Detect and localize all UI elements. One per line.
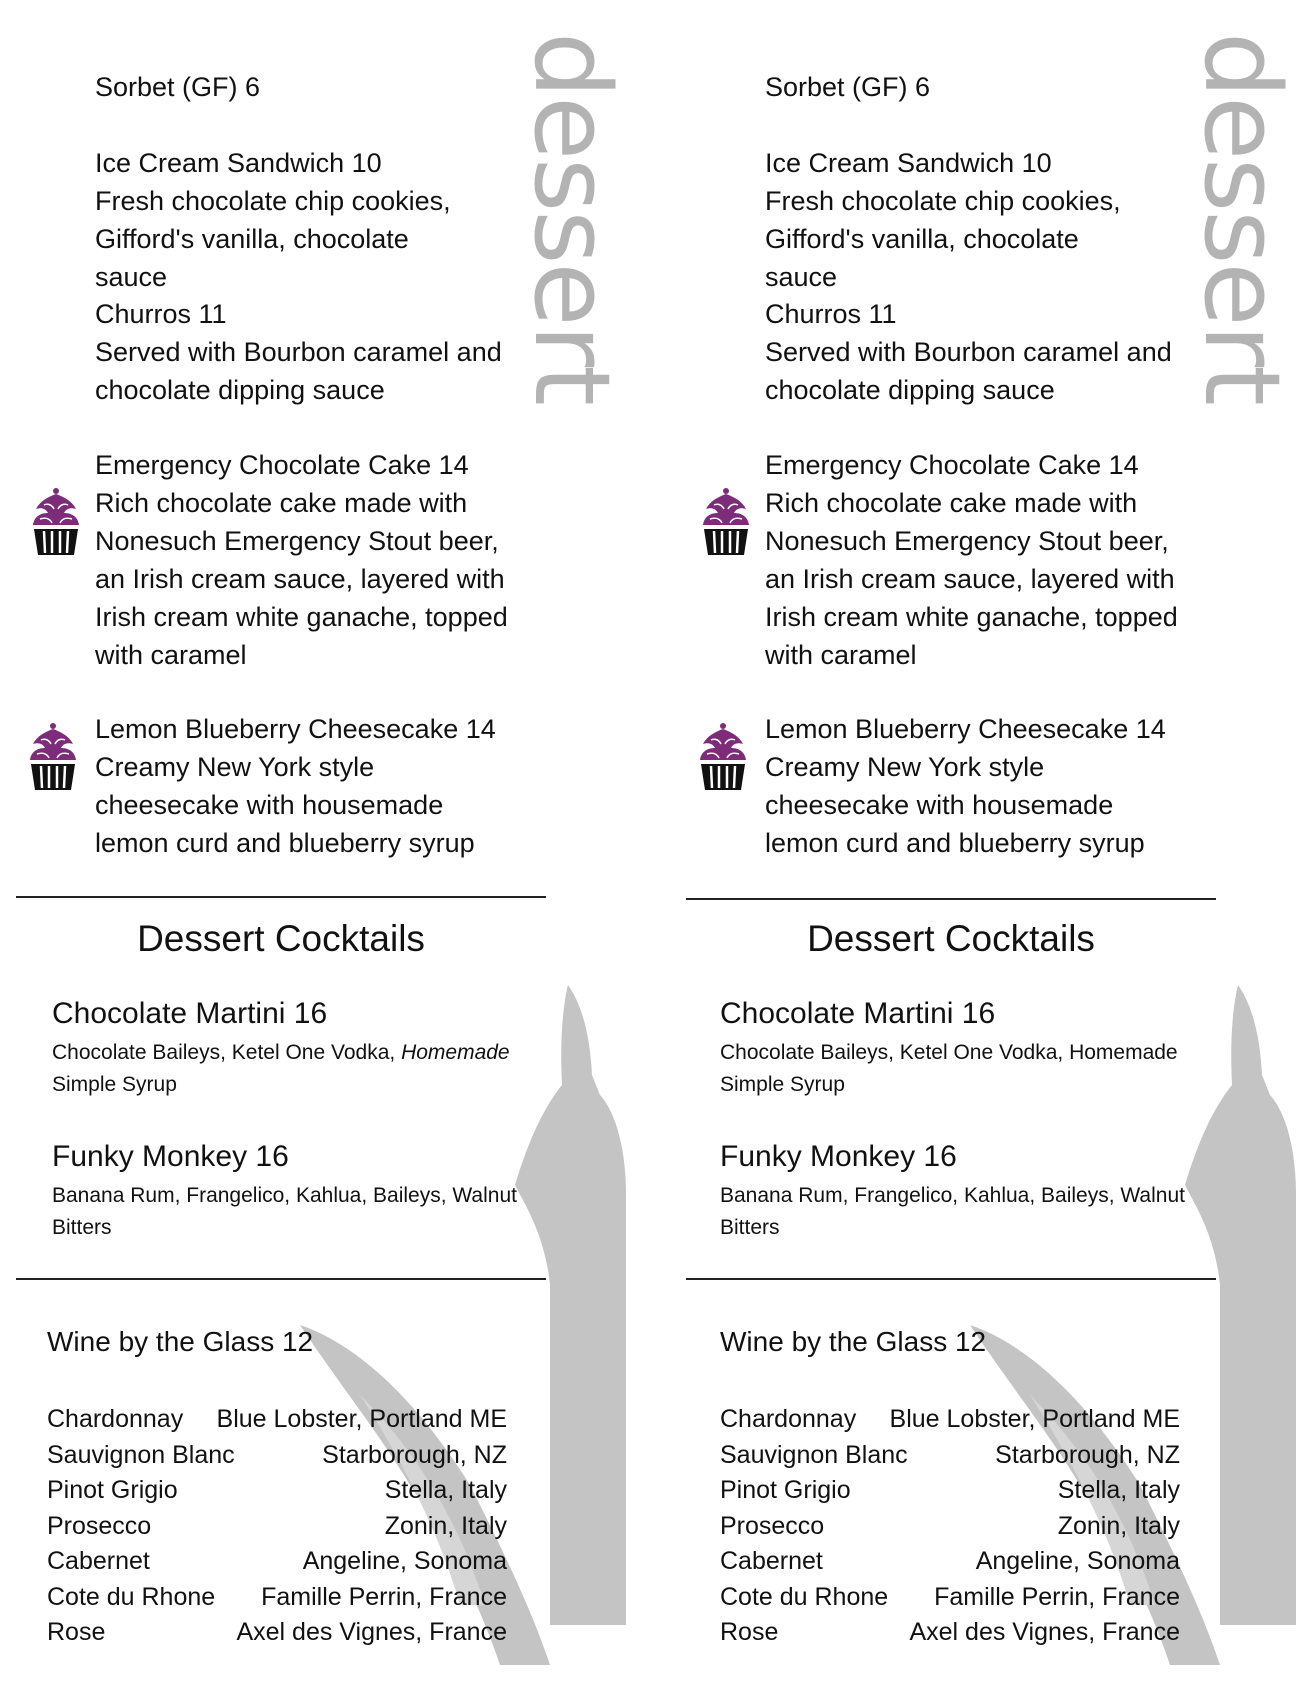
section-divider	[686, 1278, 1216, 1280]
wine-varietal: Chardonnay	[47, 1405, 184, 1433]
dessert-title: Churros 11	[95, 299, 227, 329]
wine-varietal: Sauvignon Blanc	[720, 1440, 908, 1469]
wine-producer: Zonin, Italy	[1057, 1511, 1180, 1540]
wine-varietal: Cabernet	[720, 1547, 823, 1575]
cocktail-title: Chocolate Martini 16	[52, 997, 328, 1030]
dessert-title: Lemon Blueberry Cheesecake 14	[95, 714, 496, 744]
wine-varietal: Rose	[47, 1618, 106, 1646]
section-divider	[686, 898, 1216, 900]
wine-producer: Famille Perrin, France	[934, 1582, 1180, 1611]
cupcake-icon	[30, 485, 82, 557]
wine-producer: Starborough, NZ	[995, 1440, 1180, 1469]
cocktail-item-chocolate-martini	[720, 995, 1200, 1101]
wine-row	[720, 1402, 1180, 1438]
wine-row	[720, 1544, 1180, 1580]
dessert-item-lemon-blueberry-cheesecake	[95, 710, 525, 862]
wine-producer: Starborough, NZ	[322, 1440, 507, 1469]
cupcake-icon	[697, 720, 749, 792]
cocktail-title: Funky Monkey 16	[52, 1140, 289, 1173]
cocktail-item-chocolate-martini	[52, 995, 532, 1101]
wine-row	[720, 1580, 1180, 1616]
cupcake-icon	[27, 720, 79, 792]
dessert-description: Rich chocolate cake made with Nonesuch Emergency Stout beer, an Irish cream sauce, layered with Irish cream white ganache, topped with caramel	[95, 488, 508, 670]
dessert-title: Sorbet (GF) 6	[765, 72, 931, 102]
wine-varietal: Cabernet	[47, 1547, 150, 1575]
dessert-description: Served with Bourbon caramel and chocolate dipping sauce	[95, 337, 502, 405]
section-divider	[16, 896, 546, 898]
menu-panel-left	[0, 0, 656, 1688]
cocktail-description: Chocolate Baileys, Ketel One Vodka, Homemade Simple Syrup	[52, 1041, 510, 1096]
wine-producer: Stella, Italy	[384, 1476, 507, 1504]
dessert-item-ice-cream-sandwich	[95, 144, 525, 296]
dessert-item-emergency-chocolate-cake	[765, 446, 1195, 674]
wine-producer: Blue Lobster, Portland ME	[216, 1405, 507, 1433]
wine-row	[47, 1438, 507, 1474]
wine-producer: Angeline, Sonoma	[975, 1547, 1180, 1575]
wine-row	[47, 1580, 507, 1616]
dessert-item-sorbet	[765, 68, 1195, 106]
dessert-description: Fresh chocolate chip cookies, Gifford's vanilla, chocolate sauce	[95, 186, 451, 292]
dessert-item-churros	[95, 295, 525, 409]
wine-row	[720, 1473, 1180, 1509]
dessert-description: Creamy New York style cheesecake with housemade lemon curd and blueberry syrup	[765, 752, 1145, 858]
wine-list	[47, 1402, 507, 1651]
wine-row	[47, 1509, 507, 1545]
wine-producer: Zonin, Italy	[384, 1511, 507, 1540]
wine-varietal: Pinot Grigio	[720, 1476, 851, 1504]
wine-varietal: Rose	[720, 1618, 779, 1646]
dessert-description: Fresh chocolate chip cookies, Gifford's vanilla, chocolate sauce	[765, 186, 1121, 292]
dessert-description: Served with Bourbon caramel and chocolate dipping sauce	[765, 337, 1172, 405]
wine-by-the-glass-heading: Wine by the Glass 12	[47, 1326, 314, 1357]
wine-row	[47, 1615, 507, 1651]
wine-producer: Axel des Vignes, France	[909, 1618, 1180, 1646]
section-divider	[16, 1278, 546, 1280]
wine-producer: Stella, Italy	[1057, 1476, 1180, 1504]
dessert-title: Churros 11	[765, 299, 897, 329]
dessert-item-churros	[765, 295, 1195, 409]
dessert-cocktails-heading: Dessert Cocktails	[807, 918, 1095, 959]
cupcake-icon	[700, 485, 752, 557]
dessert-title: Ice Cream Sandwich 10	[95, 148, 382, 178]
menu-panel-right	[670, 0, 1313, 1688]
wine-producer: Famille Perrin, France	[261, 1582, 507, 1611]
cocktail-item-funky-monkey	[52, 1138, 532, 1244]
wine-row	[720, 1615, 1180, 1651]
wine-row	[47, 1402, 507, 1438]
wine-row	[47, 1544, 507, 1580]
cocktail-item-funky-monkey	[720, 1138, 1200, 1244]
wine-by-the-glass-heading: Wine by the Glass 12	[720, 1326, 987, 1357]
wine-producer: Axel des Vignes, France	[236, 1618, 507, 1646]
dessert-title: Emergency Chocolate Cake 14	[95, 450, 469, 480]
dessert-title: Emergency Chocolate Cake 14	[765, 450, 1139, 480]
wine-producer: Blue Lobster, Portland ME	[889, 1405, 1180, 1433]
cocktail-description: Chocolate Baileys, Ketel One Vodka, Homemade Simple Syrup	[720, 1041, 1178, 1096]
wine-varietal: Chardonnay	[720, 1405, 857, 1433]
dessert-item-sorbet	[95, 68, 525, 106]
cocktail-title: Funky Monkey 16	[720, 1140, 957, 1173]
dessert-title: Lemon Blueberry Cheesecake 14	[765, 714, 1166, 744]
dessert-item-emergency-chocolate-cake	[95, 446, 525, 674]
wine-varietal: Cote du Rhone	[47, 1582, 216, 1611]
wine-row	[47, 1473, 507, 1509]
dessert-side-label: dessert	[511, 32, 634, 404]
wine-varietal: Sauvignon Blanc	[47, 1440, 235, 1469]
dessert-item-lemon-blueberry-cheesecake	[765, 710, 1195, 862]
wine-varietal: Cote du Rhone	[720, 1582, 889, 1611]
dessert-description: Creamy New York style cheesecake with housemade lemon curd and blueberry syrup	[95, 752, 475, 858]
dessert-title: Ice Cream Sandwich 10	[765, 148, 1052, 178]
dessert-description: Rich chocolate cake made with Nonesuch Emergency Stout beer, an Irish cream sauce, layered with Irish cream white ganache, topped with caramel	[765, 488, 1178, 670]
wine-varietal: Prosecco	[720, 1511, 825, 1540]
dessert-item-ice-cream-sandwich	[765, 144, 1195, 296]
dessert-side-label: dessert	[1181, 32, 1304, 404]
wine-list	[720, 1402, 1180, 1651]
cocktail-description: Banana Rum, Frangelico, Kahlua, Baileys, Walnut Bitters	[720, 1184, 1185, 1239]
wine-row	[720, 1509, 1180, 1545]
wine-varietal: Prosecco	[47, 1511, 152, 1540]
cocktail-description: Banana Rum, Frangelico, Kahlua, Baileys, Walnut Bitters	[52, 1184, 517, 1239]
dessert-title: Sorbet (GF) 6	[95, 72, 261, 102]
dessert-cocktails-heading: Dessert Cocktails	[137, 918, 425, 959]
wine-row	[720, 1438, 1180, 1474]
wine-varietal: Pinot Grigio	[47, 1476, 178, 1504]
wine-producer: Angeline, Sonoma	[302, 1547, 507, 1575]
cocktail-title: Chocolate Martini 16	[720, 997, 996, 1030]
